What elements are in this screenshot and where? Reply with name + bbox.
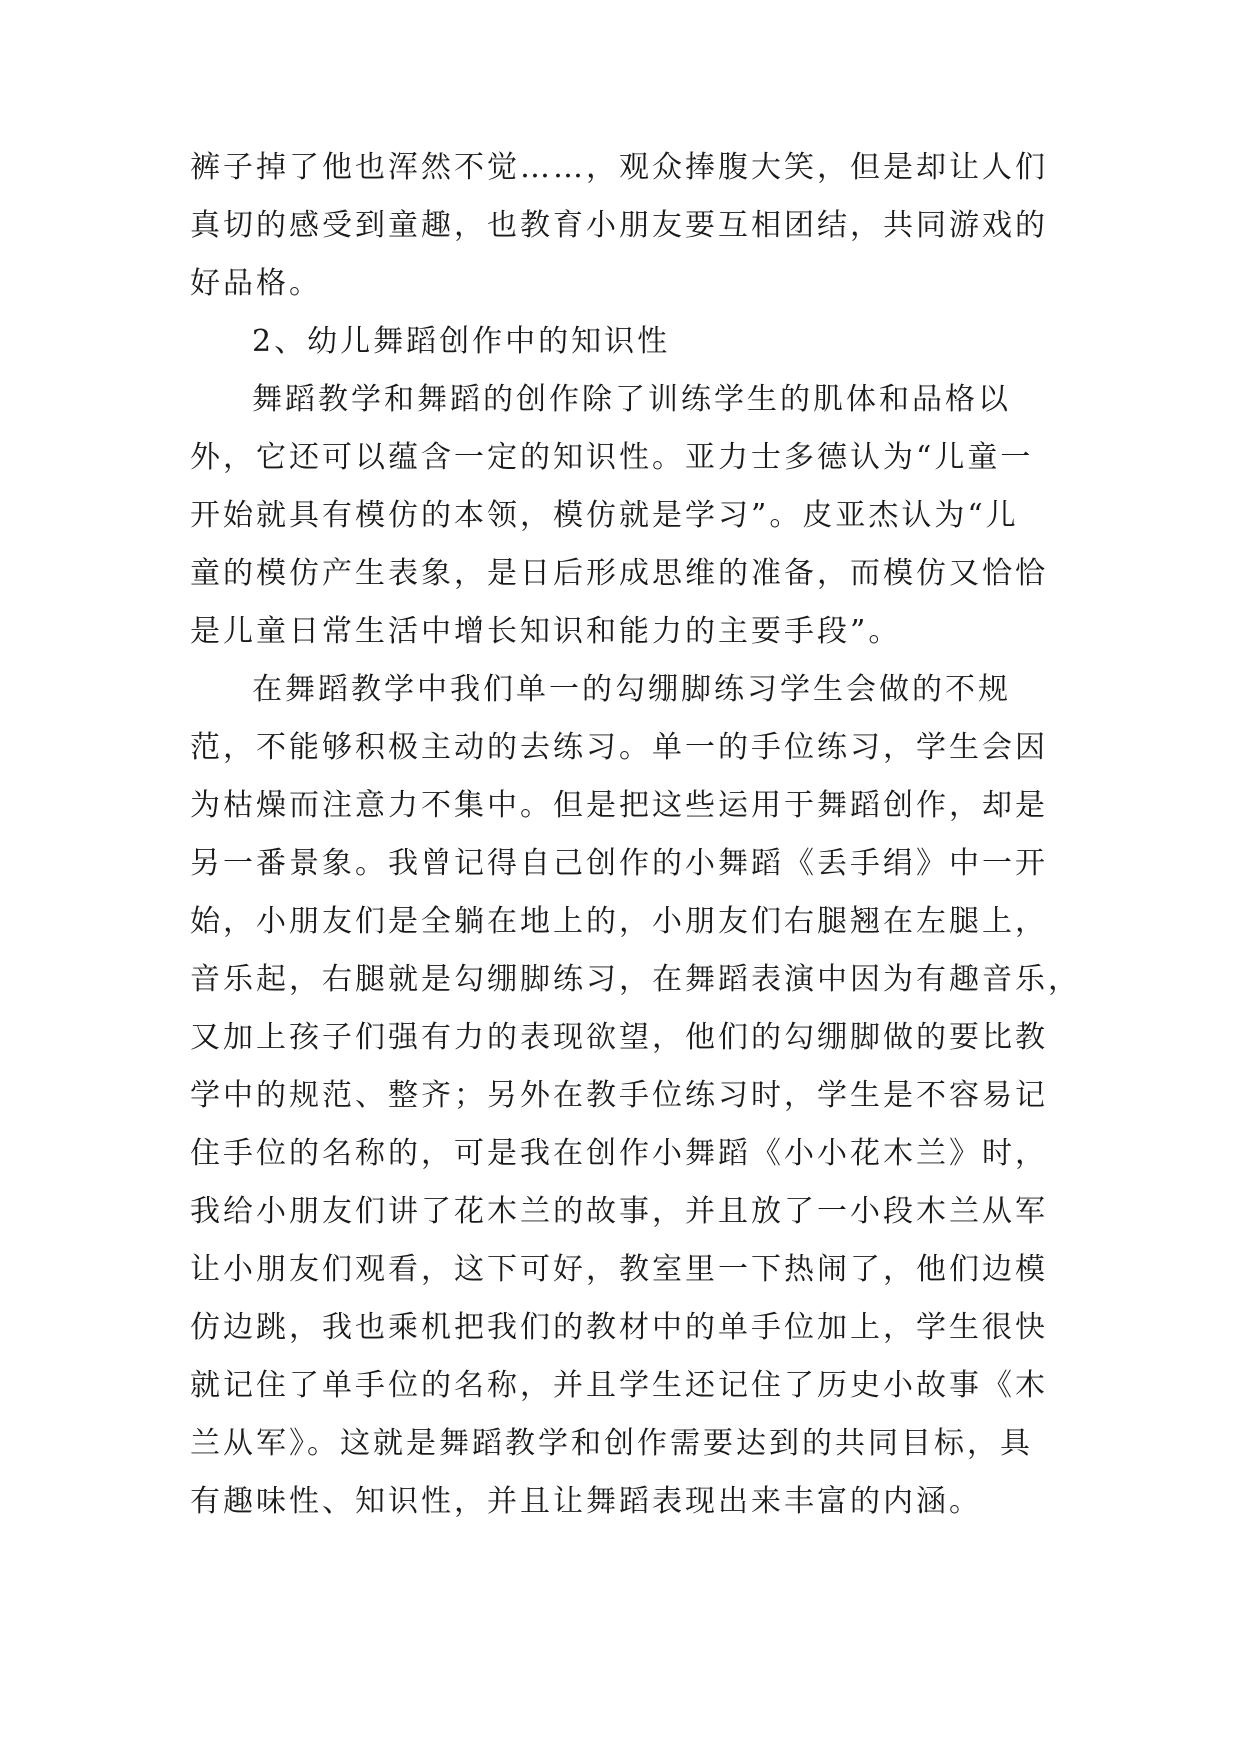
text-line: 学中的规范、整齐；另外在教手位练习时，学生是不容易记 bbox=[190, 1078, 1048, 1113]
text-line: 兰从军》。这就是舞蹈教学和创作需要达到的共同目标，具 bbox=[190, 1426, 1033, 1461]
text-line: 又加上孩子们强有力的表现欲望，他们的勾绷脚做的要比教 bbox=[190, 1020, 1048, 1055]
text-line: 是儿童日常生活中增长知识和能力的主要手段”。 bbox=[190, 614, 902, 649]
text-line: 外，它还可以蕴含一定的知识性。亚力士多德认为“儿童一 bbox=[190, 440, 1034, 475]
text-line: 另一番景象。我曾记得自己创作的小舞蹈《丢手绢》中一开 bbox=[190, 846, 1048, 881]
text-line: 有趣味性、知识性，并且让舞蹈表现出来丰富的内涵。 bbox=[190, 1484, 982, 1519]
text-line: 真切的感受到童趣，也教育小朋友要互相团结，共同游戏的 bbox=[190, 208, 1048, 243]
text-line: 始，小朋友们是全躺在地上的，小朋友们右腿翘在左腿上， bbox=[190, 904, 1048, 939]
text-line: 音乐起，右腿就是勾绷脚练习，在舞蹈表演中因为有趣音乐， bbox=[190, 962, 1081, 997]
text-line: 为枯燥而注意力不集中。但是把这些运用于舞蹈创作，却是 bbox=[190, 788, 1048, 823]
text-line: 童的模仿产生表象，是日后形成思维的准备，而模仿又恰恰 bbox=[190, 556, 1048, 591]
text-line: 范，不能够积极主动的去练习。单一的手位练习，学生会因 bbox=[190, 730, 1048, 765]
text-line: 仿边跳，我也乘机把我们的教材中的单手位加上，学生很快 bbox=[190, 1310, 1048, 1345]
text-line: 在舞蹈教学中我们单一的勾绷脚练习学生会做的不规 bbox=[252, 672, 1011, 707]
text-line: 裤子掉了他也浑然不觉……，观众捧腹大笑，但是却让人们 bbox=[190, 150, 1048, 185]
text-line: 让小朋友们观看，这下可好，教室里一下热闹了，他们边模 bbox=[190, 1252, 1048, 1287]
text-line: 就记住了单手位的名称，并且学生还记住了历史小故事《木 bbox=[190, 1368, 1048, 1403]
text-line: 舞蹈教学和舞蹈的创作除了训练学生的肌体和品格以 bbox=[252, 382, 1011, 417]
text-line: 开始就具有模仿的本领，模仿就是学习”。皮亚杰认为“儿 bbox=[190, 498, 1019, 533]
text-line: 我给小朋友们讲了花木兰的故事，并且放了一小段木兰从军 bbox=[190, 1194, 1048, 1229]
text-line: 住手位的名称的，可是我在创作小舞蹈《小小花木兰》时， bbox=[190, 1136, 1048, 1171]
text-line: 好品格。 bbox=[190, 266, 322, 301]
section-heading: 2、幼儿舞蹈创作中的知识性 bbox=[252, 324, 671, 359]
